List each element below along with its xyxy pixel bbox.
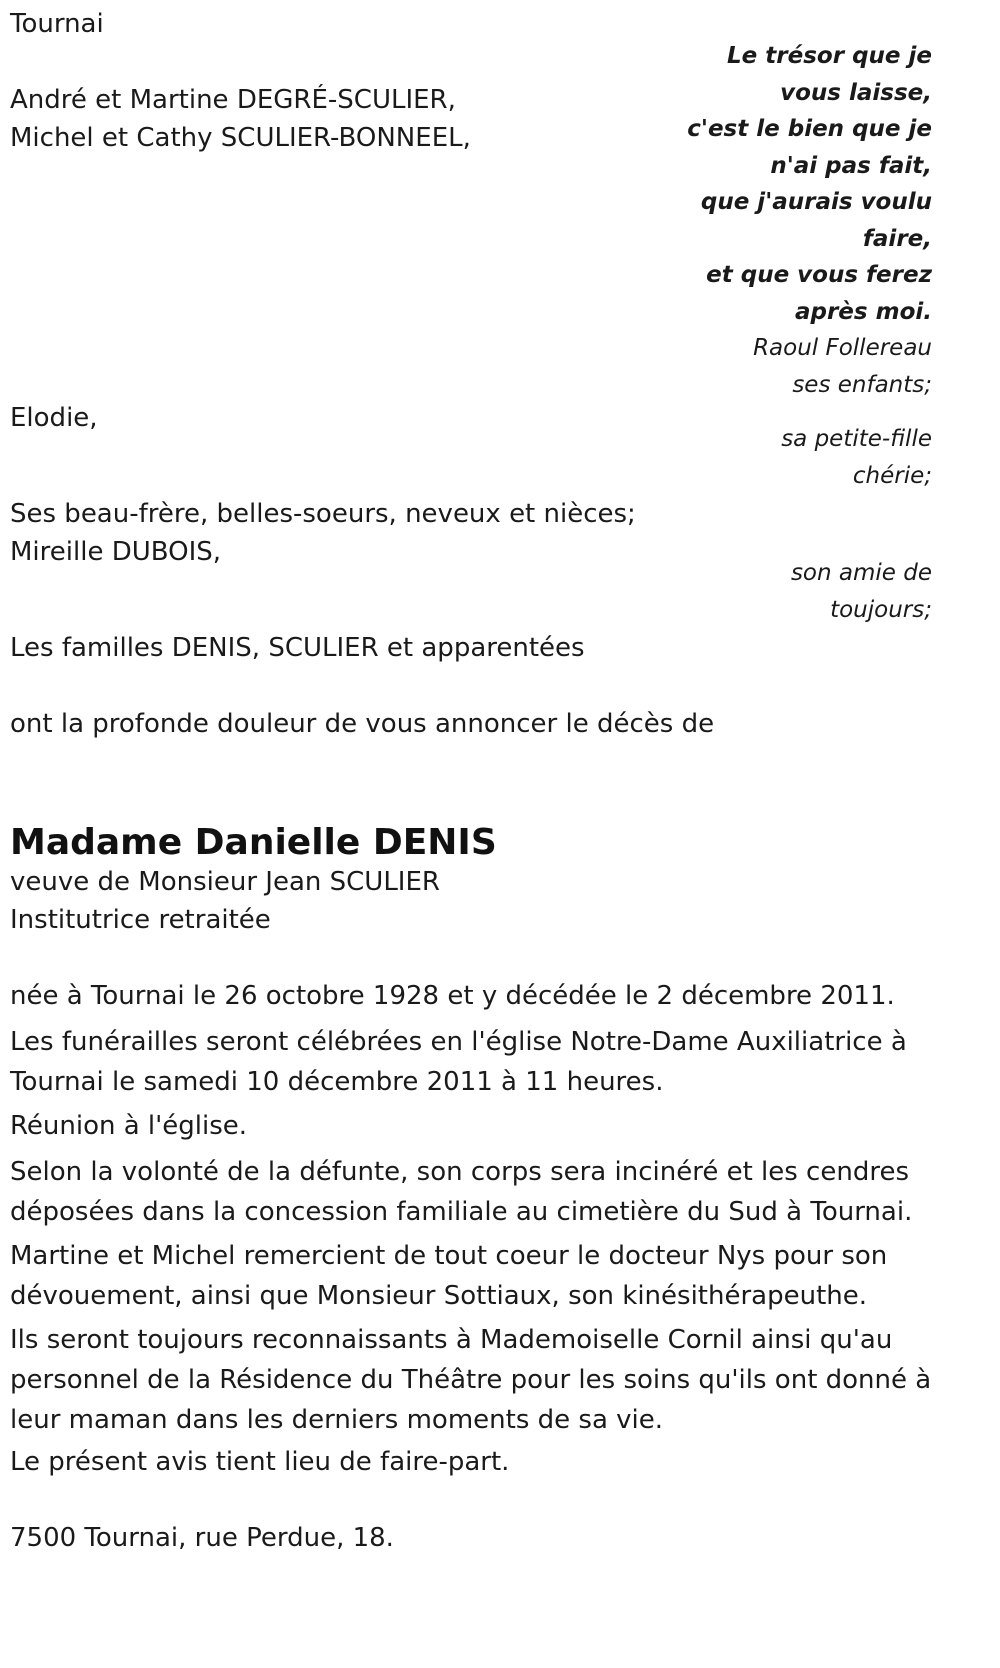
relation-children: ses enfants;	[792, 371, 932, 398]
paragraph-line: Selon la volonté de la défunte, son corps sera incinéré et les cendres	[10, 1157, 909, 1187]
meeting-note: Réunion à l'église.	[10, 1111, 248, 1141]
gratitude-paragraph	[10, 1320, 940, 1440]
quote-line: n'ai pas fait,	[770, 152, 932, 179]
quote-line: Le trésor que je	[727, 43, 932, 69]
notice-text: Le présent avis tient lieu de faire-part.	[10, 1447, 510, 1477]
quote-line: que j'aurais voulu	[700, 189, 932, 215]
quote-author: Raoul Follereau	[753, 335, 932, 361]
funeral-paragraph	[10, 1022, 940, 1102]
profession: Institutrice retraitée	[10, 905, 271, 935]
paragraph-line: personnel de la Résidence du Théâtre pour les soins qu'ils ont donné à	[10, 1365, 932, 1395]
cremation-paragraph	[10, 1152, 940, 1232]
relation-friend-line: toujours;	[830, 596, 932, 623]
paragraph-line: Ils seront toujours reconnaissants à Mademoiselle Cornil ainsi qu'au	[10, 1325, 893, 1355]
relation-friend-line: son amie de	[790, 560, 932, 586]
family-line-elodie: Elodie,	[10, 403, 98, 433]
family-line-sculier-bonneel: Michel et Cathy SCULIER-BONNEEL,	[10, 123, 471, 153]
family-line-in-laws: Ses beau-frère, belles-soeurs, neveux et nièces;	[10, 499, 636, 529]
paragraph-line: dévouement, ainsi que Monsieur Sottiaux, son kinésithérapeuthe.	[10, 1281, 867, 1311]
family-line-mireille: Mireille DUBOIS,	[10, 537, 222, 567]
relation-granddaughter-line: chérie;	[852, 462, 932, 489]
family-line-families: Les familles DENIS, SCULIER et apparentées	[10, 633, 585, 663]
widow-of: veuve de Monsieur Jean SCULIER	[10, 867, 440, 897]
address: 7500 Tournai, rue Perdue, 18.	[10, 1523, 394, 1553]
relation-granddaughter-line: sa petite-fille	[781, 426, 932, 452]
relation-granddaughter	[781, 421, 932, 494]
quote-line: c'est le bien que je	[687, 116, 932, 142]
deceased-name: Madame Danielle DENIS	[10, 822, 497, 863]
paragraph-line: déposées dans la concession familiale au cimetière du Sud à Tournai.	[10, 1197, 913, 1227]
paragraph-line: Tournai le samedi 10 décembre 2011 à 11 heures.	[10, 1067, 664, 1097]
paragraph-line: Les funérailles seront célébrées en l'église Notre-Dame Auxiliatrice à	[10, 1027, 907, 1057]
quote-line: vous laisse,	[780, 79, 932, 106]
quote-line: et que vous ferez	[706, 262, 932, 288]
quote-line: après moi.	[794, 298, 932, 325]
relation-friend	[791, 555, 932, 628]
birth-death-details: née à Tournai le 26 octobre 1928 et y décédée le 2 décembre 2011.	[10, 981, 895, 1011]
paragraph-line: leur maman dans les derniers moments de sa vie.	[10, 1405, 664, 1435]
paragraph-line: Martine et Michel remercient de tout coeur le docteur Nys pour son	[10, 1241, 888, 1271]
quote-line: faire,	[862, 225, 932, 252]
announcement-text: ont la profonde douleur de vous annoncer le décès de	[10, 709, 715, 739]
location-heading: Tournai	[10, 9, 104, 39]
family-line-degre-sculier: André et Martine DEGRÉ-SCULIER,	[10, 85, 456, 115]
quote-block	[687, 38, 932, 403]
thanks-paragraph	[10, 1236, 940, 1316]
